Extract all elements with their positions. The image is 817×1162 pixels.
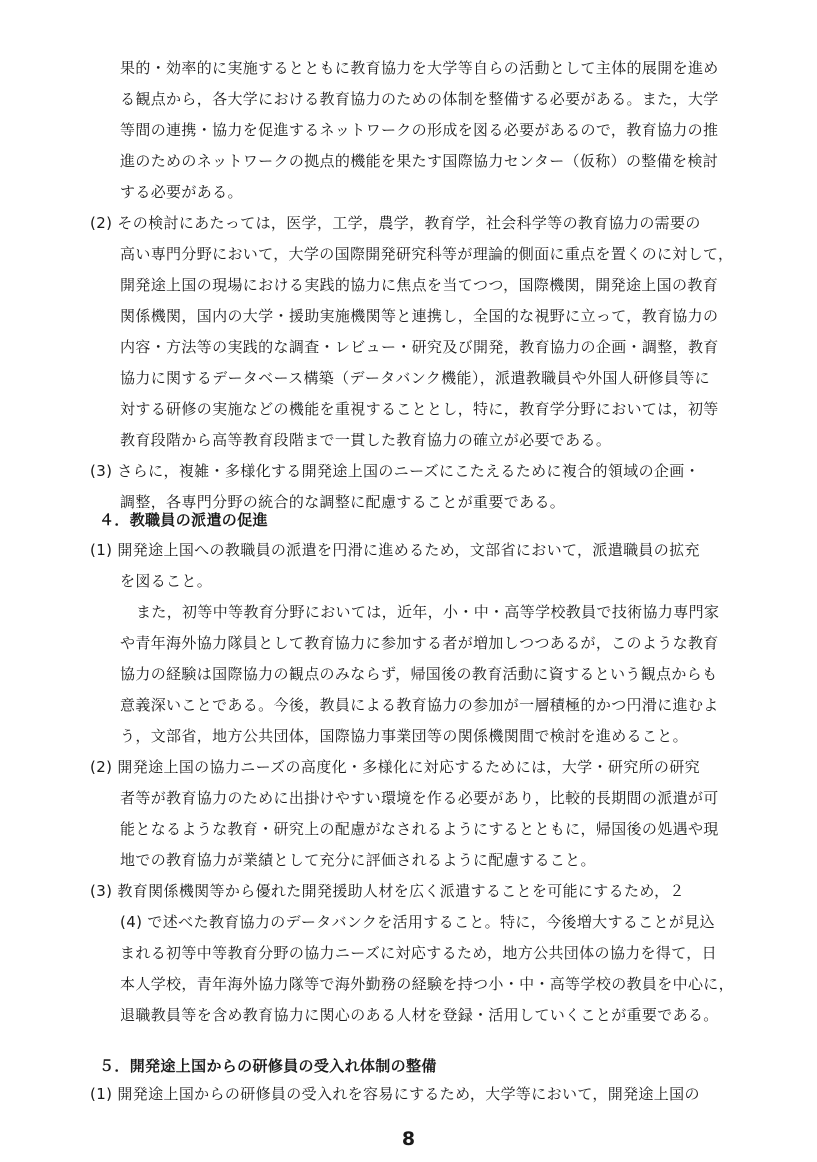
text-line: 教育段階から高等教育段階まで一貫した教育協力の確立が必要である。: [120, 431, 612, 449]
text-line: 等間の連携・協力を促進するネットワークの形成を図る必要があるので，教育協力の推: [120, 121, 719, 139]
text-line: を図ること。: [120, 572, 213, 590]
text-line: (1) 開発途上国への教職員の派遣を円滑に進めるため，文部省において，派遣職員の拡充: [90, 541, 700, 559]
text-line: 意義深いことである。今後，教員による教育協力の参加が一層積極的かつ円滑に進むよ: [120, 696, 719, 714]
text-line: 高い専門分野において，大学の国際開発研究科等が理論的側面に重点を置くのに対して，: [120, 245, 734, 263]
text-line: まれる初等中等教育分野の協力ニーズに対応するため，地方公共団体の協力を得て，日: [120, 944, 718, 962]
text-line: (3) さらに，複雑・多様化する開発途上国のニーズにこたえるために複合的領域の企画・: [90, 462, 700, 480]
text-line: 能となるような教育・研究上の配慮がなされるようにするとともに，帰国後の処遇や現: [120, 820, 719, 838]
text-line: 協力の経験は国際協力の観点のみならず，帰国後の教育活動に資するという観点からも: [120, 665, 718, 683]
text-line: (2) 開発途上国の協力ニーズの高度化・多様化に対応するためには，大学・研究所の研究: [90, 758, 700, 776]
text-line: 調整，各専門分野の統合的な調整に配慮することが重要である。: [120, 493, 566, 511]
text-line: や青年海外協力隊員として教育協力に参加する者が増加しつつあるが，このような教育: [120, 634, 719, 652]
text-line: 者等が教育協力のために出掛けやすい環境を作る必要があり，比較的長期間の派遣が可: [120, 789, 719, 807]
text-line: 果的・効率的に実施するとともに教育協力を大学等自らの活動として主体的展開を進め: [120, 59, 719, 77]
text-line: 進のためのネットワークの拠点的機能を果たす国際協力センター（仮称）の整備を検討: [120, 152, 719, 170]
text-line: (4) で述べた教育協力のデータバンクを活用すること。特に，今後増大することが見込: [120, 913, 715, 931]
text-line: 対する研修の実施などの機能を重視することとし，特に，教育学分野においては，初等: [120, 400, 719, 418]
text-line: う，文部省，地方公共団体，国際協力事業団等の関係機関間で検討を進めること。: [120, 727, 688, 745]
text-line: (1) 開発途上国からの研修員の受入れを容易にするため，大学等において，開発途上国の: [90, 1085, 700, 1103]
page-number: 8: [401, 1128, 416, 1150]
section-heading-4: ４．教職員の派遣の促進: [99, 511, 268, 529]
section-heading-5: ５．開発途上国からの研修員の受入れ体制の整備: [99, 1057, 437, 1075]
text-line: 内容・方法等の実践的な調査・レビュー・研究及び開発，教育協力の企画・調整，教育: [120, 338, 719, 356]
text-line: 地での教育協力が業績として充分に評価されるように配慮すること。: [120, 851, 596, 869]
text-line: また，初等中等教育分野においては，近年，小・中・高等学校教員で技術協力専門家: [136, 603, 720, 621]
text-line: 関係機関，国内の大学・援助実施機関等と連携し，全国的な視野に立って，教育協力の: [120, 307, 719, 325]
text-line: (2) その検討にあたっては，医学，工学，農学，教育学，社会科学等の教育協力の需要の: [90, 214, 701, 232]
text-line: する必要がある。: [120, 183, 243, 201]
text-line: 退職教員等を含め教育協力に関心のある人材を登録・活用していくことが重要である。: [120, 1006, 719, 1024]
text-line: る観点から，各大学における教育協力のための体制を整備する必要がある。また，大学: [120, 90, 719, 108]
text-line: 開発途上国の現場における実践的協力に焦点を当てつつ，国際機関，開発途上国の教育: [120, 276, 719, 294]
text-line: 協力に関するデータベース構築（データバンク機能），派遣教職員や外国人研修員等に: [120, 369, 710, 387]
text-line: 本人学校，青年海外協力隊等で海外勤務の経験を持つ小・中・高等学校の教員を中心に，: [120, 975, 735, 993]
text-line: (3) 教育関係機関等から優れた開発援助人材を広く派遣することを可能にするため，２: [90, 882, 685, 900]
